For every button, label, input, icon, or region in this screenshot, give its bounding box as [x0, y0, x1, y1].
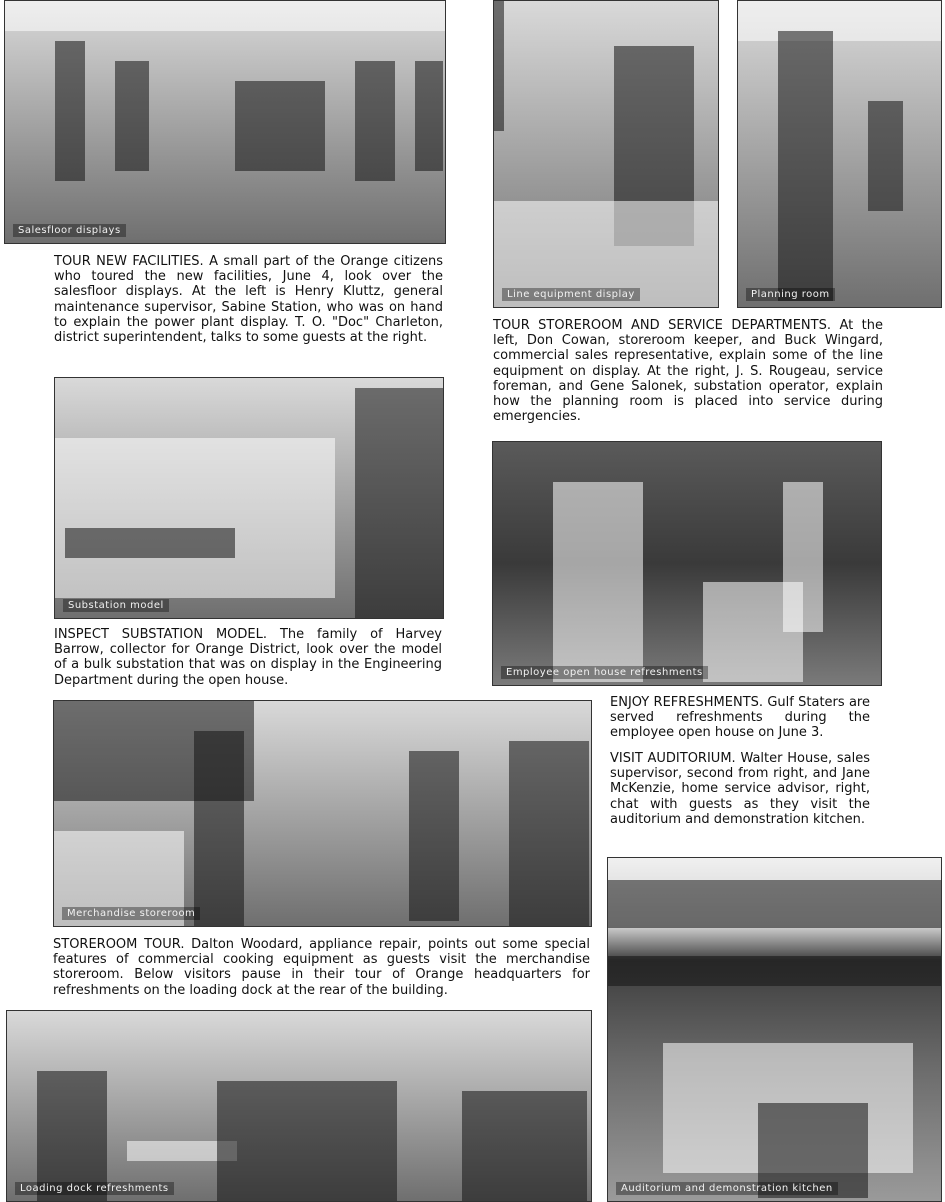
- caption-body: Walter House, sales supervisor, second from right, and Jane McKenzie, home service advisor, right, chat with guests as they visit the auditorium and demonstration kitchen.: [610, 751, 870, 827]
- photo-label: Substation model: [63, 599, 169, 612]
- caption-tour-storeroom: [493, 318, 883, 424]
- photo-storeroom-service-right: [737, 0, 942, 308]
- photo-label: Salesfloor displays: [13, 224, 126, 237]
- photo-auditorium: [607, 857, 942, 1202]
- photo-label: Line equipment display: [502, 288, 640, 301]
- photo-tour-new-facilities: [4, 0, 446, 244]
- caption-heading: INSPECT SUBSTATION MODEL.: [54, 627, 268, 642]
- photo-label: Planning room: [746, 288, 835, 301]
- caption-body: A small part of the Orange citizens who toured the new facilities, June 4, look over the salesfloor displays. At the left is Henry Kluttz, general maintenance supervisor, Sabine Station, who was on hand to explain the power plant display. T. O. "Doc" Charleton, district superintendent, talks to some guests at the right.: [54, 254, 443, 346]
- photo-loading-dock: [6, 1010, 592, 1202]
- caption-heading: STOREROOM TOUR.: [53, 937, 185, 952]
- caption-heading: TOUR STOREROOM AND SERVICE DEPARTMENTS.: [493, 318, 831, 333]
- photo-storeroom-service-left: [493, 0, 719, 308]
- caption-heading: TOUR NEW FACILITIES.: [54, 254, 204, 269]
- caption-visit-auditorium: [610, 751, 870, 827]
- photo-substation-model: [54, 377, 444, 619]
- caption-heading: VISIT AUDITORIUM.: [610, 751, 736, 766]
- caption-enjoy-refreshments: [610, 695, 870, 741]
- caption-heading: ENJOY REFRESHMENTS.: [610, 695, 764, 710]
- caption-body: Dalton Woodard, appliance repair, points out some special features of commercial cooking equipment as guests visit the merchandise storeroom. Below visitors pause in their tour of Orange headquarters for refreshments on the loading dock at the rear of the building.: [53, 937, 590, 998]
- photo-label: Merchandise storeroom: [62, 907, 200, 920]
- caption-storeroom-tour: [53, 937, 590, 998]
- caption-body: Gulf Staters are served refreshments during the employee open house on June 3.: [610, 695, 870, 741]
- photo-storeroom-tour: [53, 700, 592, 927]
- photo-label: Auditorium and demonstration kitchen: [616, 1182, 838, 1195]
- caption-body: The family of Harvey Barrow, collector for Orange District, look over the model of a bulk substation that was on display in the Engineering Department during the open house.: [54, 627, 443, 688]
- caption-body: At the left, Don Cowan, storeroom keeper, and Buck Wingard, commercial sales representative, explain some of the line equipment on display. At the right, J. S. Rougeau, service foreman, and Gene Salonek, substation operator, explain how the planning room is placed into service during emergencies.: [493, 318, 883, 425]
- caption-tour-new-facilities: [54, 254, 443, 345]
- photo-refreshments: [492, 441, 882, 686]
- photo-label: Loading dock refreshments: [15, 1182, 174, 1195]
- caption-inspect-substation: [54, 627, 442, 688]
- photo-label: Employee open house refreshments: [501, 666, 708, 679]
